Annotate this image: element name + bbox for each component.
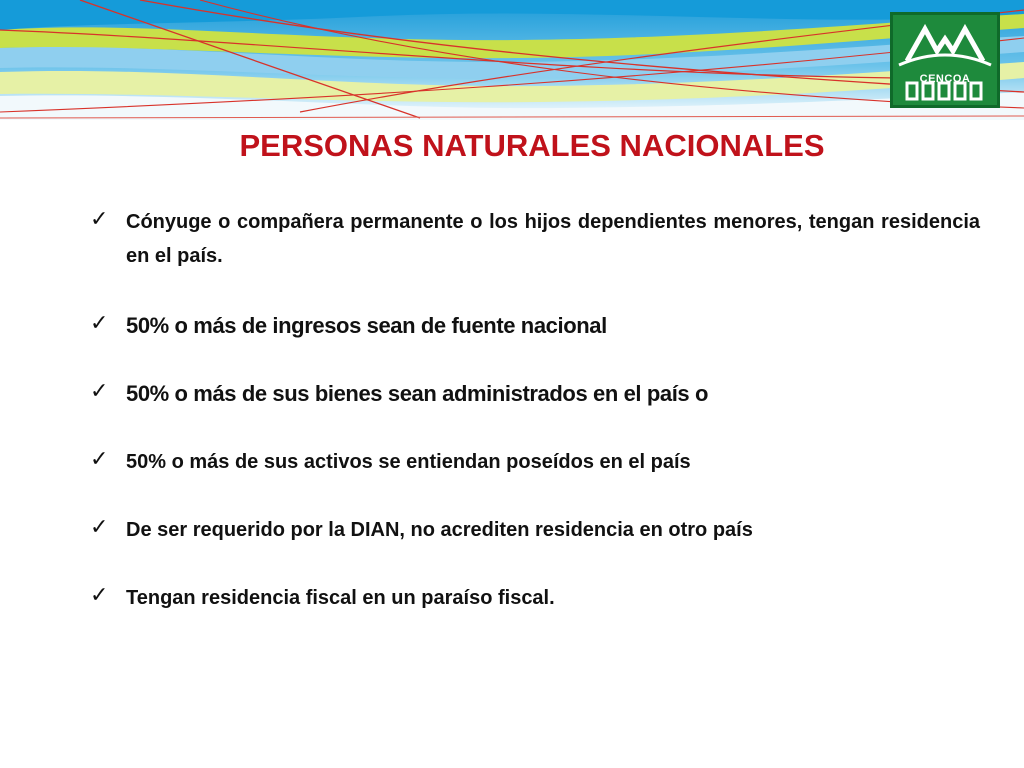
checkmark-icon: ✓ <box>90 311 109 336</box>
list-item <box>90 377 980 411</box>
list-item-text: 50% o más de ingresos sean de fuente nacional <box>126 313 607 338</box>
list-item-text: Cónyuge o compañera permanente o los hijos dependientes menores, tengan residencia en el país. <box>126 211 980 267</box>
checkmark-icon: ✓ <box>90 515 109 540</box>
list-item-text: 50% o más de sus bienes sean administrados en el país o <box>126 381 709 406</box>
checkmark-icon: ✓ <box>90 447 109 472</box>
checkmark-icon: ✓ <box>90 379 109 404</box>
logo-mark-icon <box>893 15 997 105</box>
requirements-list <box>90 205 980 615</box>
list-item-text: 50% o más de sus activos se entiendan poseídos en el país <box>126 451 691 473</box>
checkmark-icon: ✓ <box>90 583 109 608</box>
header-banner <box>0 0 1024 120</box>
list-item-text: Tengan residencia fiscal en un paraíso fiscal. <box>126 587 555 609</box>
list-item <box>90 445 980 479</box>
list-item <box>90 205 980 273</box>
list-item <box>90 581 980 615</box>
list-item <box>90 309 980 343</box>
banner-waves <box>0 0 1024 120</box>
list-item-text: De ser requerido por la DIAN, no acrediten residencia en otro país <box>126 519 753 541</box>
logo-text: CENCOA <box>919 73 971 85</box>
checkmark-icon: ✓ <box>90 207 109 232</box>
cencoa-logo <box>890 12 1000 108</box>
slide-title: PERSONAS NATURALES NACIONALES <box>239 128 825 163</box>
list-item <box>90 513 980 547</box>
